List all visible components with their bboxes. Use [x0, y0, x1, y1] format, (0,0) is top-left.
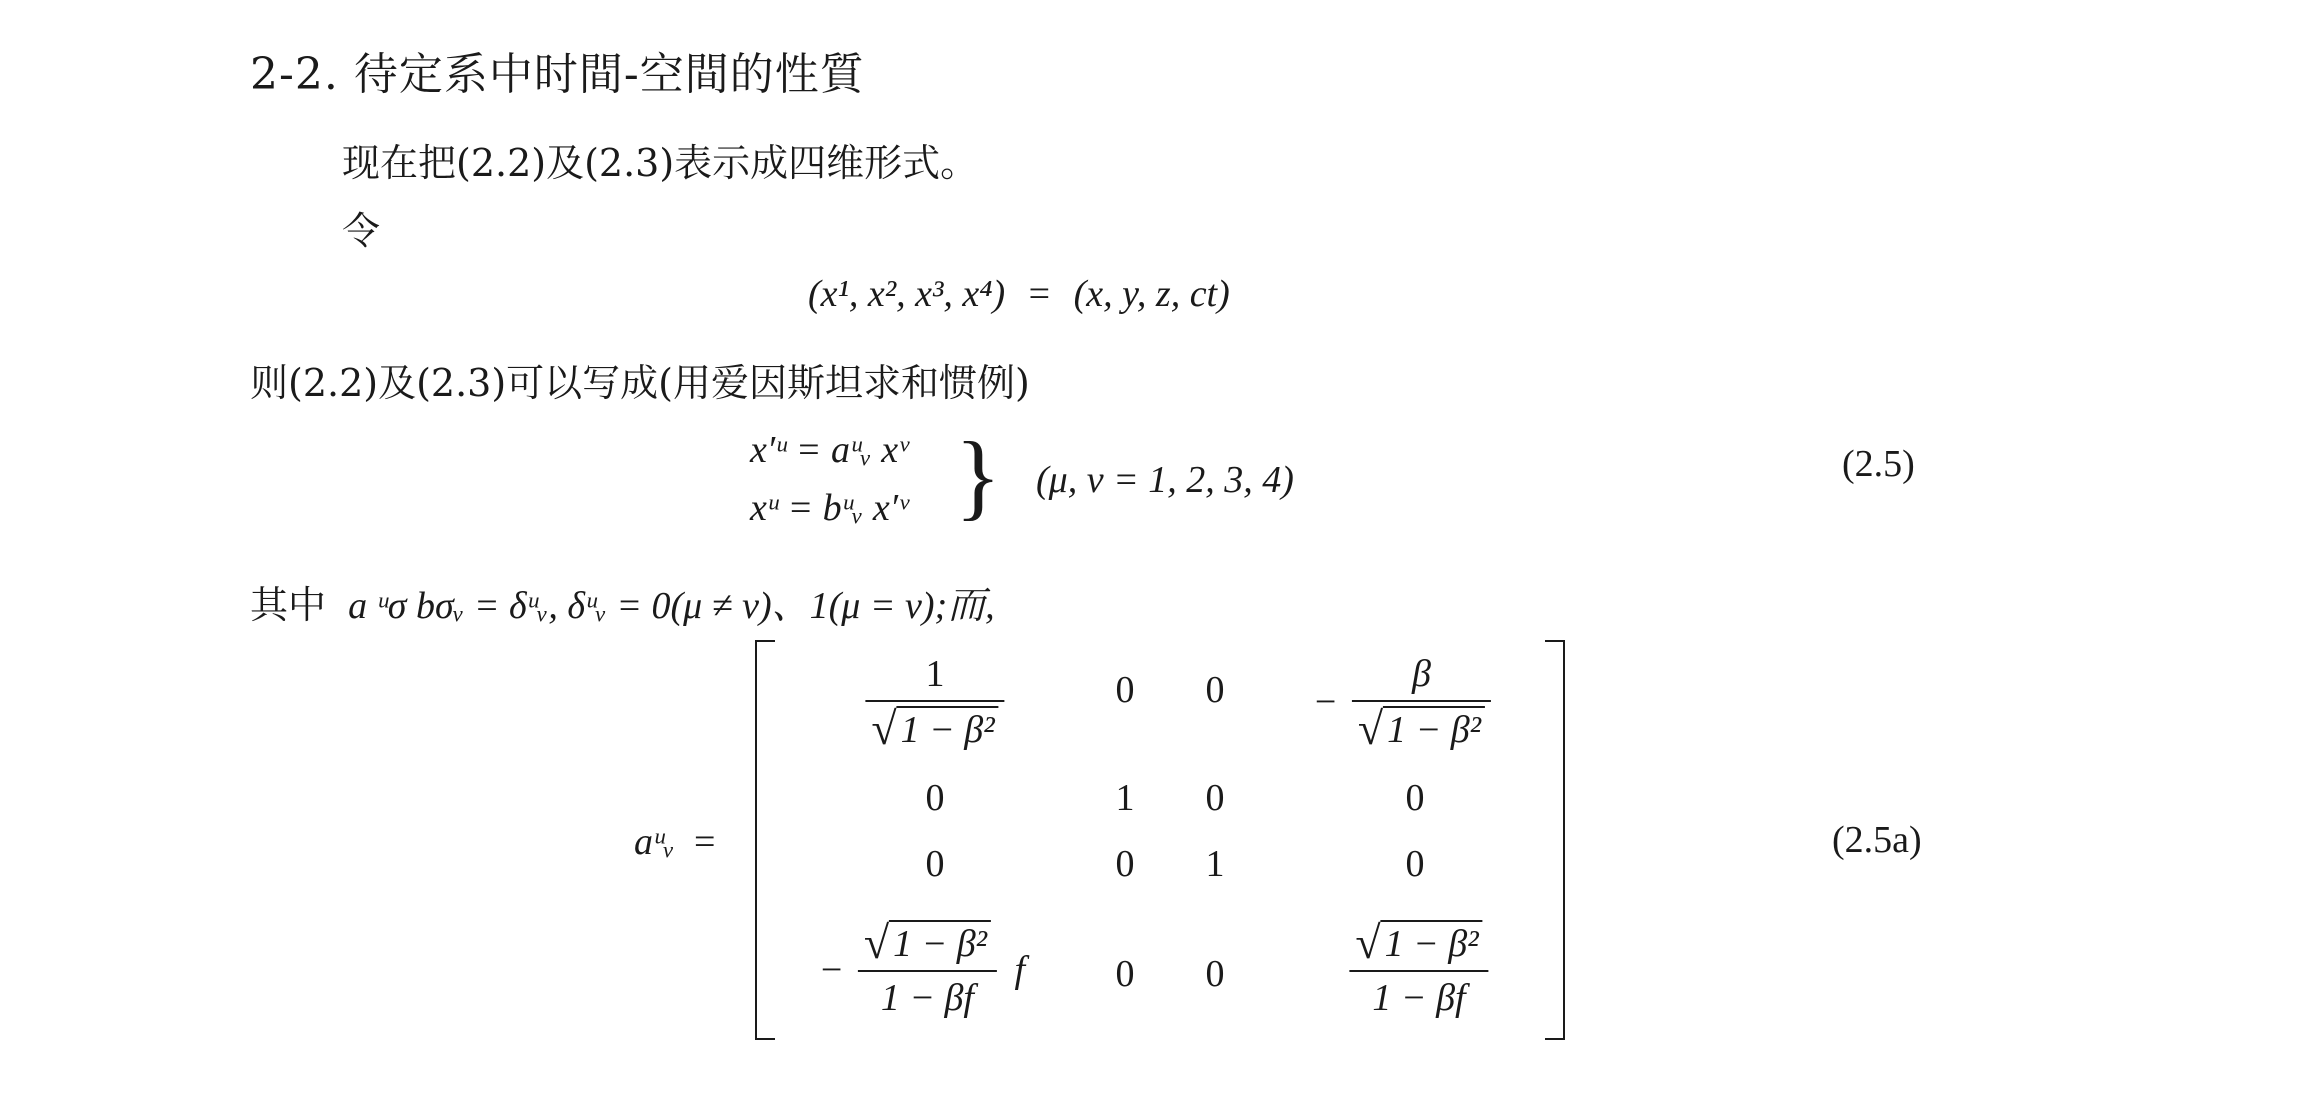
- coords-lhs: (x¹, x², x³, x⁴): [808, 273, 1006, 315]
- m41-denominator: 1 − βf: [880, 977, 974, 1019]
- m11-numerator: 1: [925, 653, 945, 695]
- m41-numerator: 1 − β²: [889, 920, 991, 966]
- matrix-cell-1-2: 0: [1115, 669, 1135, 711]
- matrix-2-5a: [755, 640, 1565, 1040]
- matrix-cell-3-2: 0: [1115, 843, 1135, 885]
- m11-denominator: 1 − β²: [897, 706, 999, 752]
- matrix-cell-2-2: 1: [1115, 777, 1135, 819]
- matrix-cell-3-4: 0: [1405, 843, 1425, 885]
- equation-number-2-5: (2.5): [1842, 443, 1915, 485]
- eq25-line2: xᵘ = bᵘᵥ x′ᵛ: [750, 487, 909, 529]
- m14-denominator: 1 − β²: [1383, 706, 1485, 752]
- eq25-line1: x′ᵘ = aᵘᵥ xᵛ: [750, 429, 909, 471]
- eq25a-equals: =: [694, 821, 716, 863]
- matrix-cell-1-1: 1 √ 1 − β²: [865, 652, 1004, 752]
- matrix-cell-1-3: 0: [1205, 669, 1225, 711]
- matrix-cell-2-4: 0: [1405, 777, 1425, 819]
- coords-equals: =: [1028, 273, 1051, 315]
- m44-numerator: 1 − β²: [1381, 920, 1483, 966]
- paragraph-intro: 现在把(2.2)及(2.3)表示成四维形式。: [342, 141, 979, 185]
- matrix-left-bracket: [755, 640, 775, 1040]
- matrix-cell-2-1: 0: [925, 777, 945, 819]
- matrix-cell-4-1: − √ 1 − β² 1 − βf f: [820, 917, 1026, 1019]
- eq25-brace: }: [955, 422, 1002, 529]
- coords-rhs: (x, y, z, ct): [1073, 273, 1230, 315]
- matrix-right-bracket: [1545, 640, 1565, 1040]
- m14-numerator: β: [1412, 653, 1431, 695]
- paragraph-let: 令: [342, 209, 381, 253]
- matrix-cell-4-2: 0: [1115, 953, 1135, 995]
- m14-sign: −: [1314, 681, 1337, 723]
- equation-2-5: [750, 422, 1010, 538]
- eq25a-lhs: aᵘᵥ: [634, 821, 675, 863]
- delta-prefix: 其中: [250, 583, 327, 627]
- equation-number-2-5a: (2.5a): [1832, 819, 1922, 861]
- eq25-range: (μ, ν = 1, 2, 3, 4): [1036, 459, 1294, 501]
- delta-line: [250, 574, 995, 629]
- delta-text: a ᵘσ bσᵥ = δᵘᵥ, δᵘᵥ = 0(μ ≠ ν)、1(μ = ν);而,: [348, 585, 995, 627]
- matrix-cell-2-3: 0: [1205, 777, 1225, 819]
- matrix-cell-3-3: 1: [1205, 843, 1225, 885]
- m41-tail: f: [1014, 949, 1026, 991]
- equation-coordinates: [808, 272, 1230, 316]
- section-title: 待定系中时間-空間的性質: [353, 49, 865, 100]
- matrix-cell-3-1: 0: [925, 843, 945, 885]
- m44-denominator: 1 − βf: [1372, 977, 1466, 1019]
- paragraph-einstein: 则(2.2)及(2.3)可以写成(用爱因斯坦求和惯例): [250, 361, 1030, 405]
- matrix-cell-4-4: √ 1 − β² 1 − βf: [1349, 920, 1488, 1020]
- m41-sign: −: [820, 949, 843, 991]
- matrix-cell-4-3: 0: [1205, 953, 1225, 995]
- section-number: 2-2.: [250, 49, 339, 100]
- section-heading: [250, 38, 865, 102]
- matrix-cell-1-4: − β √ 1 − β²: [1315, 652, 1491, 752]
